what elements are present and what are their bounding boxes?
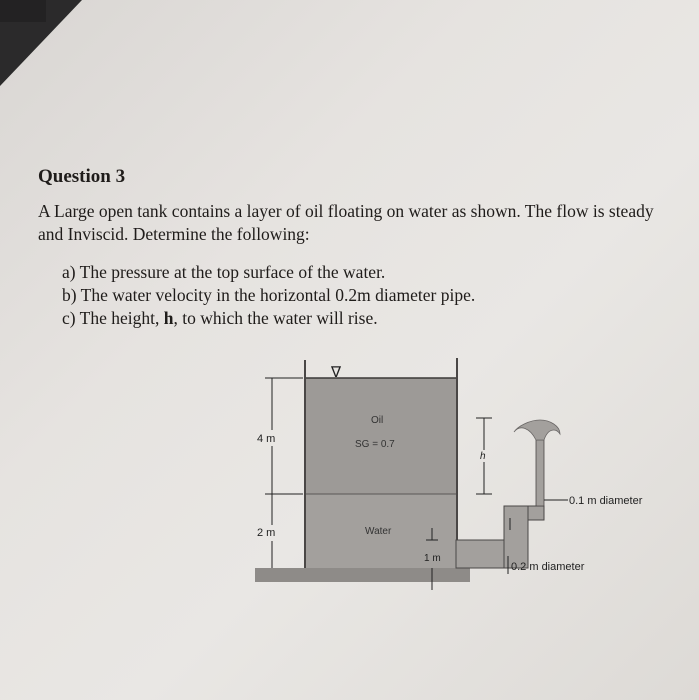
- part-a: a) The pressure at the top surface of the water.: [62, 262, 386, 282]
- question-title: Question 3: [38, 166, 126, 187]
- oil-layer: [306, 378, 456, 494]
- part-c: c) The height, h, to which the water will rise.: [62, 308, 378, 328]
- large-pipe: [456, 540, 504, 568]
- free-surface-symbol: ∇: [331, 364, 342, 381]
- dim-2m: 2 m: [257, 527, 276, 539]
- sg-label: SG = 0.7: [355, 439, 395, 450]
- water-label: Water: [365, 526, 392, 537]
- large-pipe-label: 0.2 m diameter: [511, 561, 585, 573]
- dim-h: h: [480, 451, 486, 462]
- oil-label: Oil: [371, 415, 384, 426]
- nozzle-pipe: [536, 440, 544, 506]
- question-intro: A Large open tank contains a layer of oil floating on water as shown. The flow is steady and Inviscid. Determine the following:: [38, 201, 654, 244]
- dim-4m: 4 m: [257, 433, 276, 445]
- ground: [255, 568, 470, 582]
- water-jet: [514, 420, 560, 440]
- small-pipe-label: 0.1 m diameter: [569, 495, 643, 507]
- part-b: b) The water velocity in the horizontal 0.2m diameter pipe.: [62, 285, 476, 305]
- small-pipe: [528, 506, 544, 520]
- dim-1m: 1 m: [424, 553, 441, 564]
